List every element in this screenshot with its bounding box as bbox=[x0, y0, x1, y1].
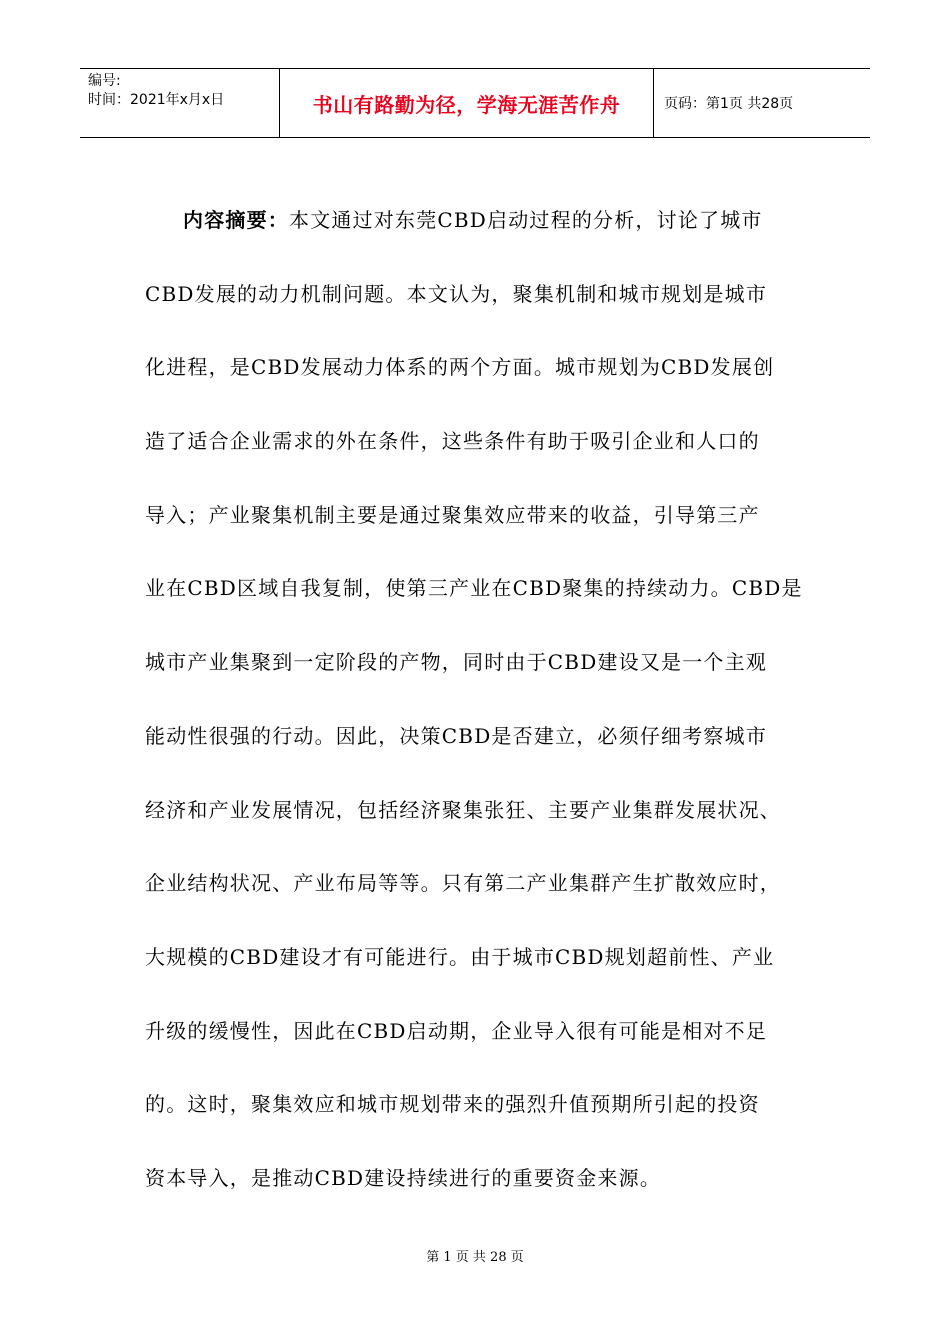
abstract-line: 企业结构状况、产业布局等等。只有第二产业集群产生扩散效应时， bbox=[145, 871, 781, 896]
abstract-line-text: 本文通过对东莞CBD启动过程的分析，讨论了城市 bbox=[289, 208, 763, 232]
abstract-line: 大规模的CBD建设才有可能进行。由于城市CBD规划超前性、产业 bbox=[145, 944, 775, 969]
abstract-line: 导入；产业聚集机制主要是通过聚集效应带来的收益，引导第三产 bbox=[145, 502, 760, 527]
abstract-line: 的。这时，聚集效应和城市规划带来的强烈升值预期所引起的投资 bbox=[145, 1092, 760, 1117]
abstract-line: 城市产业集聚到一定阶段的产物，同时由于CBD建设又是一个主观 bbox=[145, 650, 768, 675]
abstract-line: 业在CBD区域自我复制，使第三产业在CBD聚集的持续动力。CBD是 bbox=[145, 576, 803, 601]
abstract-line bbox=[145, 200, 805, 274]
abstract-line: 造了适合企业需求的外在条件，这些条件有助于吸引企业和人口的 bbox=[145, 429, 760, 454]
document-date: 时间：2021年x月x日 bbox=[88, 92, 225, 108]
abstract-label: 内容摘要： bbox=[183, 208, 289, 232]
abstract-line: 资本导入，是推动CBD建设持续进行的重要资金来源。 bbox=[145, 1165, 662, 1190]
header-page-info: 页码：第1页 共28页 bbox=[664, 96, 794, 112]
header-motto: 书山有路勤为径，学海无涯苦作舟 bbox=[280, 69, 654, 137]
abstract-line: CBD发展的动力机制问题。本文认为，聚集机制和城市规划是城市 bbox=[145, 281, 768, 306]
page-header bbox=[80, 68, 870, 138]
abstract-line: 经济和产业发展情况，包括经济聚集张狂、主要产业集群发展状况、 bbox=[145, 797, 781, 822]
abstract-line: 化进程，是CBD发展动力体系的两个方面。城市规划为CBD发展创 bbox=[145, 355, 775, 380]
abstract-body bbox=[145, 200, 805, 1232]
document-number-label: 编号: bbox=[88, 73, 121, 89]
header-meta bbox=[80, 69, 280, 137]
page-footer: 第 1 页 共 28 页 bbox=[426, 1250, 524, 1265]
abstract-line: 升级的缓慢性，因此在CBD启动期，企业导入很有可能是相对不足 bbox=[145, 1018, 768, 1043]
abstract-line: 能动性很强的行动。因此，决策CBD是否建立，必须仔细考察城市 bbox=[145, 723, 768, 748]
